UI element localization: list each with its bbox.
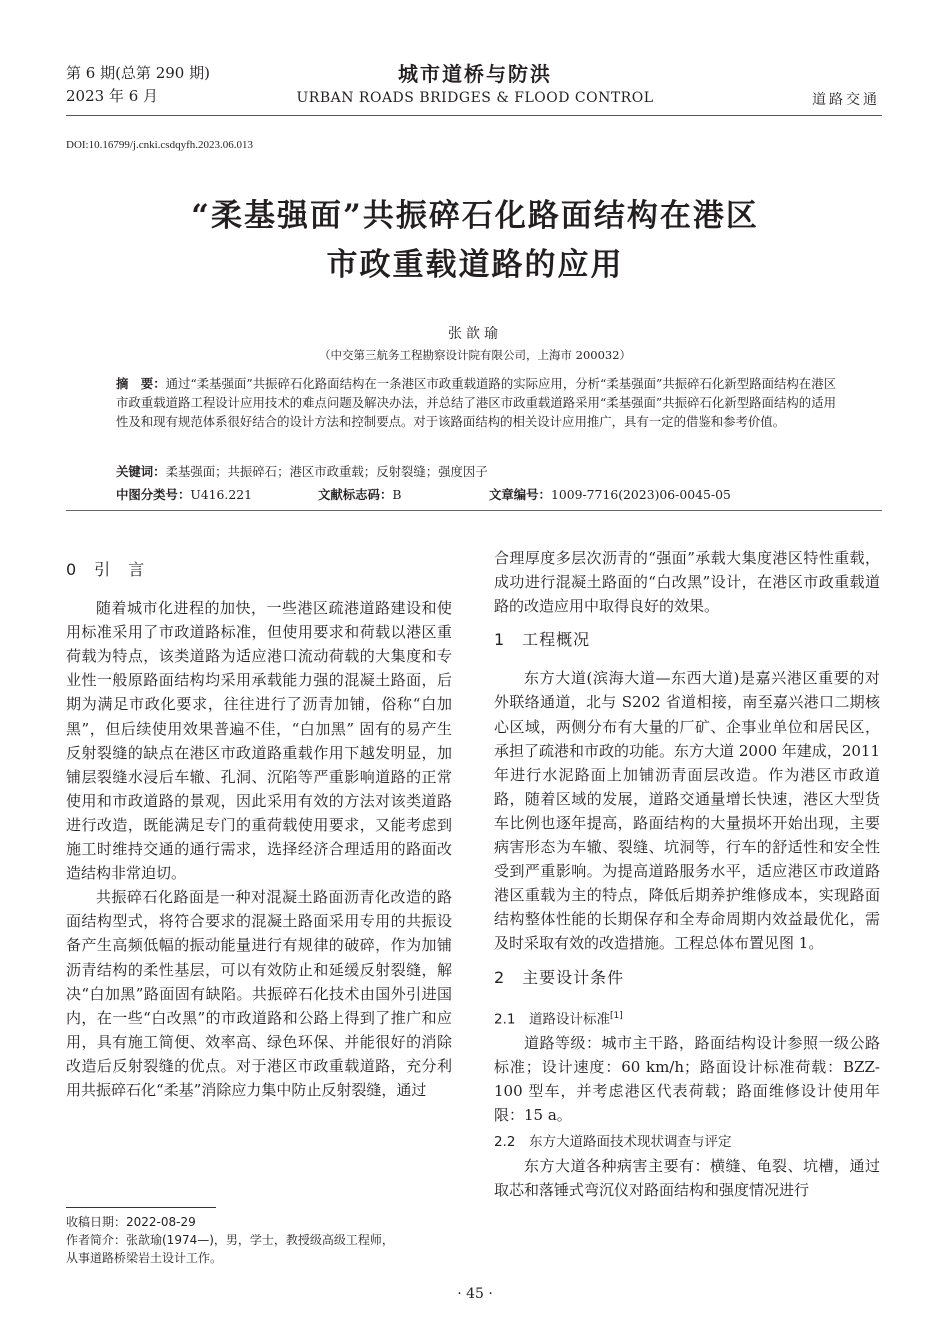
keywords-text: 柔基强面；共振碎石；港区市政重载；反射裂缝；强度因子 <box>165 464 488 479</box>
keywords-label: 关键词： <box>116 464 166 479</box>
received-date: 收稿日期：2022-08-29 <box>66 1215 196 1229</box>
clc-label: 中图分类号： <box>116 487 191 502</box>
affiliation: （中交第三航务工程勘察设计院有限公司，上海市 200032） <box>318 348 632 362</box>
issue-date: 2023 年 6 月 <box>66 87 159 105</box>
section-label: 道路交通 <box>812 92 880 108</box>
abstract <box>116 374 836 431</box>
author: 张歆瑜 <box>448 326 502 342</box>
left-column <box>66 546 452 1102</box>
paragraph: 东方大道各种病害主要有：横缝、龟裂、坑槽，通过取芯和落锤式弯沉仪对路面结构和强度情况进行 <box>494 1156 880 1199</box>
right-column <box>494 546 880 1202</box>
document-code <box>318 485 401 503</box>
paragraph: 共振碎石化路面是一种对混凝土路面沥青化改造的路面结构型式，将符合要求的混凝土路面采用专用的共振设备产生高频低幅的振动能量进行有规律的破碎，作为加铺沥青结构的柔性基层，可以有效防止和延缓反射裂缝，解决“白加黑”路面固有缺陷。共振碎石化技术由国外引进国内，在一些“白改黑”的市政道路和公路上得到了推广和应用，具有施工简便、效率高、绿色环保、并能很好的消除改造后反射裂缝的优点。对于港区市政重载道路，充分利用共振碎石化“柔基”消除应力集中防止反射裂缝，通过 <box>66 888 452 1099</box>
paragraph: 道路等级：城市主干路，路面结构设计参照一级公路标准；设计速度：60 km/h；路面设计标准荷载：BZZ-100 型车，并考虑港区代表荷载；路面维修设计使用年限：15 a。 <box>494 1034 880 1125</box>
abstract-label: 摘 要： <box>116 376 166 391</box>
title-line-1: “柔基强面”共振碎石化路面结构在港区 <box>191 198 759 234</box>
clc-number <box>116 485 252 503</box>
clc-value: U416.221 <box>190 487 253 502</box>
article-number <box>489 485 731 503</box>
title-line-2: 市政重载道路的应用 <box>326 247 624 283</box>
doc-label: 文献标志码： <box>318 487 393 502</box>
paragraph: 随着城市化进程的加快，一些港区疏港道路建设和使用标准采用了市政道路标准，但使用要求和荷载以港区重荷载为特点，该类道路为适应港口流动荷载的大集度和专业性一般原路面结构均采用承载能力强的混凝土路面，后期为满足市政化要求，往往进行了沥青加铺，俗称“白加黑”，但后续使用效果普遍不佳，“白加黑” 固有的易产生反射裂缝的缺点在港区市政道路重载作用下越发明显，加铺层裂缝水浸后车辙、孔洞、沉陷等严重影响道路的正常使用和市政道路的景观，因此采用有效的方法对该类道路进行改造，既能满足专门的重荷载使用要求，又能考虑到施工时维持交通的通行需求，选择经济合理适用的路面改造结构非常迫切。 <box>66 599 452 883</box>
keywords <box>116 462 836 480</box>
author-bio-line-2: 从事道路桥梁岩土设计工作。 <box>66 1251 223 1265</box>
doc-value: B <box>392 487 402 502</box>
footnote <box>66 1213 466 1267</box>
subsection-heading-2-2: 2.2 东方大道路面技术现状调查与评定 <box>494 1133 732 1150</box>
header-divider <box>66 115 882 116</box>
art-value: 1009-7716(2023)06-0045-05 <box>550 487 731 502</box>
footnote-divider <box>66 1207 216 1208</box>
abstract-divider <box>66 510 882 511</box>
doi: DOI:10.16799/j.cnki.csdqyfh.2023.06.013 <box>66 139 253 151</box>
section-heading-1: 1 工程概况 <box>494 630 591 650</box>
art-label: 文章编号： <box>489 487 551 502</box>
page-number: · 45 · <box>457 1286 493 1302</box>
section-heading-0: 0 引 言 <box>66 560 146 579</box>
paragraph: 东方大道(滨海大道—东西大道)是嘉兴港区重要的对外联络通道，北与 S202 省道相接，南至嘉兴港口二期核心区域，两侧分布有大量的厂矿、企事业单位和居民区，承担了疏港和市政的功能。东方大道 2000 年建成，2011 年进行水泥路面上加铺沥青面层改造。作为港区市政道路，随着区域的发展，道路交通量增长快速，港区大型货车比例也逐年提高，路面结构的大量损坏开始出现，主要病害形态为车辙、裂缝、坑洞等，行车的舒适性和安全性受到严重影响。为提高道路服务水平，适应港区市政道路港区重载为主的特点，降低后期养护维修成本，实现路面结构整体性能的长期保存和全寿命周期内效益最优化，需及时采取有效的改造措施。工程总体布置见图 1。 <box>494 669 880 953</box>
author-bio-line-1: 作者简介：张歆瑜(1974—)，男，学士，教授级高级工程师， <box>66 1233 394 1247</box>
paragraph: 合理厚度多层次沥青的“强面”承载大集度港区特性重载，成功进行混凝土路面的“白改黑”设计，在港区市政重载道路的改造应用中取得良好的效果。 <box>494 549 880 616</box>
abstract-text: 通过“柔基强面”共振碎石化路面结构在一条港区市政重载道路的实际应用，分析“柔基强面”共振碎石化新型路面结构在港区市政重载道路工程设计应用技术的难点问题及解决办法，并总结了港区市政重载道路采用“柔基强面”共振碎石化新型路面结构的适用性及和现有规范体系很好结合的设计方法和控制要点。对于该路面结构的相关设计应用推广，具有一定的借鉴和参考价值。 <box>116 376 837 429</box>
section-heading-2: 2 主要设计条件 <box>494 967 625 987</box>
journal-name-en: URBAN ROADS BRIDGES & FLOOD CONTROL <box>296 90 654 106</box>
subsection-heading-2-1-text: 2.1 道路设计标准 <box>494 1011 610 1028</box>
journal-logo: 城市道桥与防洪 <box>398 62 552 86</box>
subsection-heading-2-1 <box>494 1004 880 1032</box>
citation-ref: [1] <box>609 1010 623 1021</box>
issue-number: 第 6 期(总第 290 期) <box>66 64 210 82</box>
